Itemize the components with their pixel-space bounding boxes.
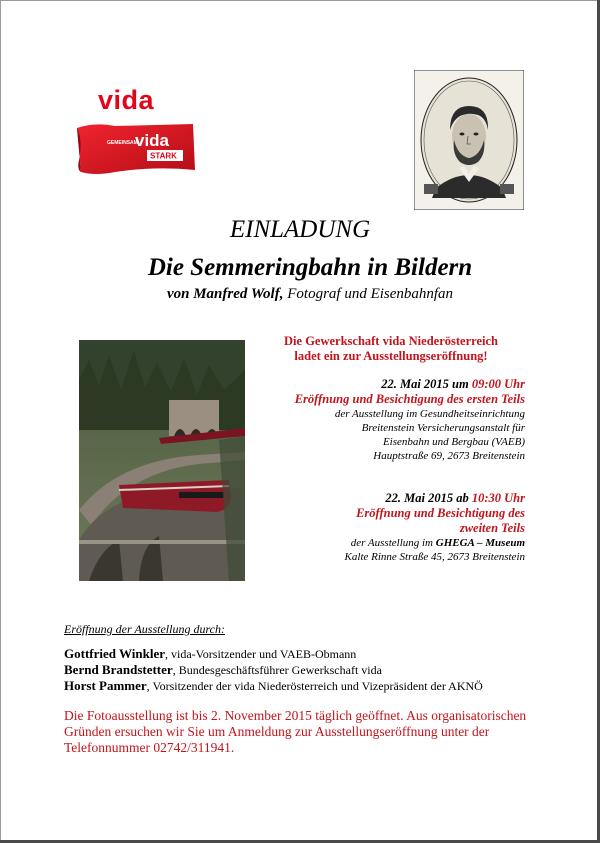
- speaker-name: Bernd Brandstetter: [64, 662, 173, 677]
- svg-text:GEMEINSAM: GEMEINSAM: [107, 140, 138, 146]
- speaker-role: , vida-Vorsitzender und VAEB-Obmann: [165, 647, 357, 661]
- event-1-desc-3: Eisenbahn und Bergbau (VAEB): [382, 436, 525, 448]
- speakers-heading: Eröffnung der Ausstellung durch:: [64, 622, 225, 636]
- train-viaduct-photo: [79, 340, 245, 581]
- event-2-title-2: zweiten Teils: [459, 521, 525, 535]
- event-1-date: 22. Mai 2015 um: [381, 377, 472, 391]
- invitation-block: [255, 334, 527, 364]
- event-2-desc-prefix: der Ausstellung im: [350, 537, 436, 549]
- event-1-desc-2: Breitenstein Versicherungsanstalt für: [361, 422, 525, 434]
- vida-stark-badge-logo: [75, 120, 197, 182]
- event-1-title: Eröffnung und Besichtigung des ersten Teils: [294, 392, 525, 406]
- portrait-engraving-image: [414, 70, 524, 210]
- event-2-datetime: [225, 491, 525, 506]
- speaker-role: , Bundesgeschäftsführer Gewerkschaft vida: [172, 663, 382, 677]
- invitation-line-1: Die Gewerkschaft vida Niederösterreich: [284, 334, 498, 348]
- opening-hours-notice: Die Fotoausstellung ist bis 2. November 2015 täglich geöffnet. Aus organisatorischen Gründen ersuchen wir Sie um Anmeldung zur Ausstellungseröffnung unter der Telefonnummer 02742/311941.: [64, 708, 527, 755]
- event-2-time: 10:30 Uhr: [471, 491, 525, 505]
- title-subline: [10, 286, 600, 303]
- photographer-role: Fotograf und Eisenbahnfan: [283, 286, 454, 302]
- event-2-desc: [225, 536, 525, 550]
- invitation-line-2: ladet ein zur Ausstellungseröffnung!: [294, 349, 488, 363]
- speaker-row: [64, 678, 483, 694]
- event-2-venue: GHEGA – Museum: [435, 537, 525, 549]
- svg-text:STARK: STARK: [150, 151, 177, 161]
- event-2-block: [225, 491, 525, 564]
- speaker-role: , Vorsitzender der vida Niederösterreich und Vizepräsident der AKNÖ: [146, 679, 483, 693]
- svg-text:vida: vida: [135, 131, 170, 150]
- event-1-address: Hauptstraße 69, 2673 Breitenstein: [373, 450, 525, 462]
- speaker-row: [64, 662, 382, 678]
- title-einladung: EINLADUNG: [229, 216, 371, 243]
- event-1-time: 09:00 Uhr: [471, 377, 525, 391]
- event-1-block: [225, 377, 525, 463]
- event-1-desc-1: der Ausstellung im Gesundheitseinrichtung: [334, 408, 525, 420]
- speaker-row: [64, 646, 356, 662]
- event-2-title-1: Eröffnung und Besichtigung des: [356, 506, 525, 520]
- vida-logo-wordmark: vida: [98, 85, 155, 115]
- event-1-datetime: [225, 377, 525, 392]
- title-exhibition: Die Semmeringbahn in Bildern: [147, 254, 473, 281]
- speaker-name: Horst Pammer: [64, 678, 147, 693]
- speaker-name: Gottfried Winkler: [64, 646, 165, 661]
- photographer-name: von Manfred Wolf,: [166, 286, 284, 302]
- event-2-date: 22. Mai 2015 ab: [385, 491, 472, 505]
- event-2-address: Kalte Rinne Straße 45, 2673 Breitenstein: [344, 551, 525, 563]
